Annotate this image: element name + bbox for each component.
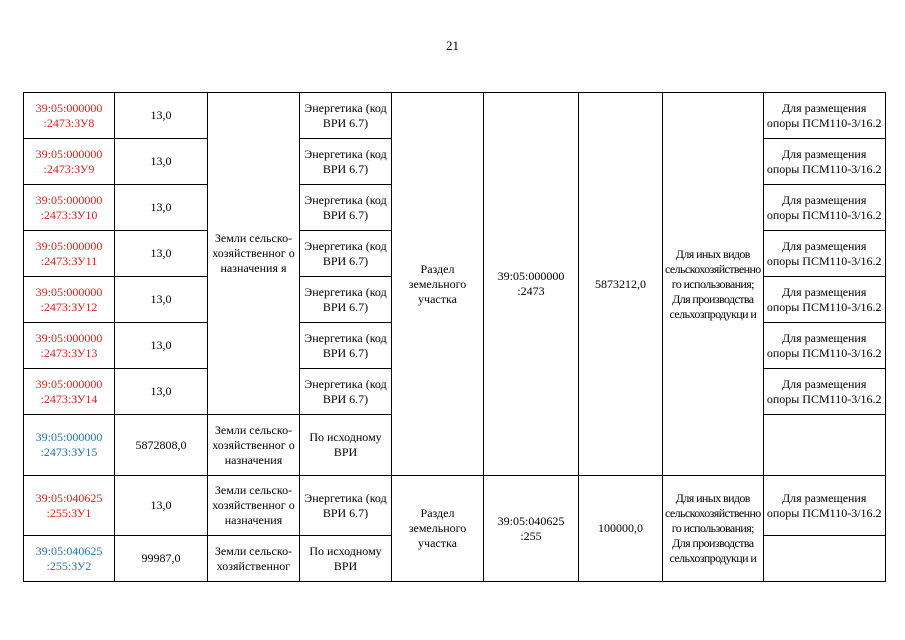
plot-id-cell: 39:05:000000 :2473:ЗУ11 [24, 231, 115, 277]
permitted-use-cell: Энергетика (код ВРИ 6.7) [300, 139, 392, 185]
plot-id-cell: 39:05:000000 :2473:ЗУ13 [24, 323, 115, 369]
land-category-cell: Земли сельско-хозяйственног [208, 536, 300, 582]
purpose-cell [763, 415, 885, 476]
permitted-use-cell: Энергетика (код ВРИ 6.7) [300, 93, 392, 139]
land-plots-table [23, 92, 886, 582]
purpose-cell: Для размещения опоры ПСМ110-3/16.2 [763, 185, 885, 231]
source-usage-cell: Для иных видов сельскохозяйственно го использования; Для производства сельхозпродукци и [663, 476, 764, 582]
purpose-cell: Для размещения опоры ПСМ110-3/16.2 [763, 323, 885, 369]
permitted-use-cell: Энергетика (код ВРИ 6.7) [300, 476, 392, 536]
plot-id-cell: 39:05:000000 :2473:ЗУ12 [24, 277, 115, 323]
area-cell: 13,0 [115, 93, 208, 139]
purpose-cell: Для размещения опоры ПСМ110-3/16.2 [763, 277, 885, 323]
area-cell: 13,0 [115, 139, 208, 185]
table-row [24, 476, 886, 536]
plot-id-cell: 39:05:000000 :2473:ЗУ10 [24, 185, 115, 231]
area-cell: 5872808,0 [115, 415, 208, 476]
operation-cell: Раздел земельного участка [392, 476, 484, 582]
area-cell: 13,0 [115, 323, 208, 369]
area-cell: 13,0 [115, 476, 208, 536]
plot-id-cell: 39:05:000000 :2473:ЗУ15 [24, 415, 115, 476]
area-cell: 13,0 [115, 277, 208, 323]
purpose-cell: Для размещения опоры ПСМ110-3/16.2 [763, 476, 885, 536]
permitted-use-cell: Энергетика (код ВРИ 6.7) [300, 323, 392, 369]
permitted-use-cell: По исходному ВРИ [300, 415, 392, 476]
permitted-use-cell: Энергетика (код ВРИ 6.7) [300, 277, 392, 323]
plot-id-cell: 39:05:000000 :2473:ЗУ9 [24, 139, 115, 185]
area-cell: 13,0 [115, 185, 208, 231]
operation-cell: Раздел земельного участка [392, 93, 484, 476]
area-cell: 99987,0 [115, 536, 208, 582]
permitted-use-cell: Энергетика (код ВРИ 6.7) [300, 231, 392, 277]
area-cell: 13,0 [115, 369, 208, 415]
source-plot-id-cell: 39:05:040625 :255 [484, 476, 579, 582]
plot-id-cell: 39:05:000000 :2473:ЗУ8 [24, 93, 115, 139]
page-number: 21 [446, 38, 459, 53]
table-row [24, 93, 886, 139]
purpose-cell: Для размещения опоры ПСМ110-3/16.2 [763, 369, 885, 415]
source-plot-id-cell: 39:05:000000 :2473 [484, 93, 579, 476]
land-category-cell: Земли сельско-хозяйственног о назначения [208, 476, 300, 536]
source-usage-cell: Для иных видов сельскохозяйственно го использования; Для производства сельхозпродукци и [663, 93, 764, 476]
permitted-use-cell: По исходному ВРИ [300, 536, 392, 582]
permitted-use-cell: Энергетика (код ВРИ 6.7) [300, 185, 392, 231]
area-cell: 13,0 [115, 231, 208, 277]
plot-id-cell: 39:05:000000 :2473:ЗУ14 [24, 369, 115, 415]
plot-id-cell: 39:05:040625 :255:ЗУ2 [24, 536, 115, 582]
purpose-cell: Для размещения опоры ПСМ110-3/16.2 [763, 139, 885, 185]
purpose-cell: Для размещения опоры ПСМ110-3/16.2 [763, 93, 885, 139]
land-category-cell: Земли сельско-хозяйственног о назначения [208, 415, 300, 476]
purpose-cell [763, 536, 885, 582]
source-area-cell: 5873212,0 [579, 93, 663, 476]
land-category-cell: Земли сельско-хозяйственног о назначения я [208, 93, 300, 415]
source-area-cell: 100000,0 [579, 476, 663, 582]
purpose-cell: Для размещения опоры ПСМ110-3/16.2 [763, 231, 885, 277]
permitted-use-cell: Энергетика (код ВРИ 6.7) [300, 369, 392, 415]
plot-id-cell: 39:05:040625 :255:ЗУ1 [24, 476, 115, 536]
